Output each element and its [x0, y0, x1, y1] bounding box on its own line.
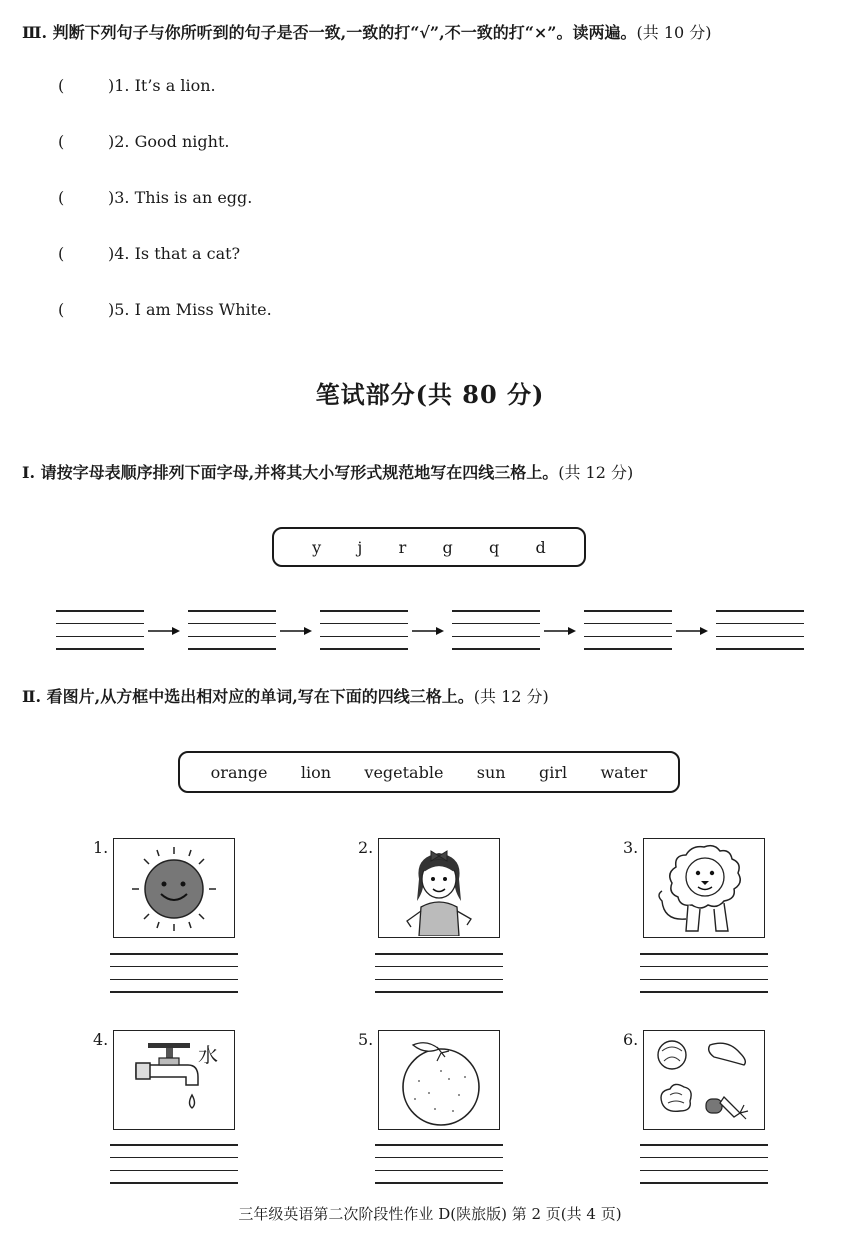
writing-grid[interactable]: [375, 953, 503, 991]
arrow-right-icon: [544, 626, 576, 636]
arrow-right-icon: [280, 626, 312, 636]
picture-number: 6.: [623, 1030, 639, 1049]
heading-text: Ⅱ. 看图片,从方框中选出相对应的单词,写在下面的四线三格上。: [22, 687, 474, 706]
judge-item: [58, 132, 229, 151]
picture-number: 5.: [358, 1030, 374, 1049]
word: sun: [476, 762, 506, 782]
writing-grid[interactable]: [452, 610, 540, 648]
water-picture: [113, 1030, 235, 1130]
writing-grid[interactable]: [716, 610, 804, 648]
letter: r: [398, 537, 407, 557]
answer-blank[interactable]: (: [58, 188, 65, 207]
orange-icon: [379, 1031, 498, 1128]
letter: q: [489, 537, 500, 557]
answer-blank[interactable]: (: [58, 76, 65, 95]
writing-grid[interactable]: [375, 1144, 503, 1182]
heading-score: (共 12 分): [473, 687, 549, 706]
letters-box: [272, 527, 586, 567]
lion-icon: [644, 839, 763, 936]
arrow-right-icon: [676, 626, 708, 636]
water-character: 水: [198, 1043, 218, 1067]
picture-number: 2.: [358, 838, 374, 857]
girl-icon: [379, 839, 498, 936]
judge-item: [58, 76, 216, 95]
writing-grid[interactable]: [640, 1144, 768, 1182]
page-footer: 三年级英语第二次阶段性作业 D(陕旅版) 第 2 页(共 4 页): [238, 1205, 622, 1223]
letter: d: [535, 537, 546, 557]
word: girl: [538, 762, 568, 782]
listening-section-heading: [22, 20, 712, 43]
judge-item: [58, 188, 252, 207]
picture-number: 1.: [93, 838, 109, 857]
picture-number: 4.: [93, 1030, 109, 1049]
word-bank-box: [178, 751, 680, 793]
letter: g: [442, 537, 453, 557]
writing-grid[interactable]: [640, 953, 768, 991]
word: lion: [300, 762, 332, 782]
word: orange: [210, 762, 268, 782]
heading-text: Ⅰ. 请按字母表顺序排列下面字母,并将其大小写形式规范地写在四线三格上。: [22, 463, 559, 482]
vegetables-icon: [644, 1031, 763, 1128]
heading-text: Ⅲ. 判断下列句子与你所听到的句子是否一致,一致的打“√”,不一致的打“×”。读两遍。: [22, 23, 637, 42]
item-text: )1. It’s a lion.: [108, 76, 216, 95]
orange-picture: [378, 1030, 500, 1130]
answer-blank[interactable]: (: [58, 244, 65, 263]
written-section2-heading: [22, 684, 549, 707]
lion-picture: [643, 838, 765, 938]
answer-blank[interactable]: (: [58, 300, 65, 319]
item-text: )2. Good night.: [108, 132, 230, 151]
picture-number: 3.: [623, 838, 639, 857]
arrow-right-icon: [148, 626, 180, 636]
sun-icon: [114, 839, 233, 936]
arrow-right-icon: [412, 626, 444, 636]
judge-item: [58, 244, 240, 263]
writing-grid[interactable]: [320, 610, 408, 648]
word: vegetable: [364, 762, 444, 782]
answer-blank[interactable]: (: [58, 132, 65, 151]
item-text: )4. Is that a cat?: [108, 244, 241, 263]
writing-grid[interactable]: [188, 610, 276, 648]
heading-score: (共 12 分): [558, 463, 634, 482]
vegetable-picture: [643, 1030, 765, 1130]
writing-grid[interactable]: [110, 953, 238, 991]
heading-score: (共 10 分): [636, 23, 712, 42]
judge-item: [58, 300, 272, 319]
item-text: )5. I am Miss White.: [108, 300, 272, 319]
writing-grid[interactable]: [110, 1144, 238, 1182]
written-part-title: 笔试部分(共 80 分): [315, 380, 545, 409]
written-section1-heading: [22, 460, 633, 483]
writing-grid[interactable]: [584, 610, 672, 648]
girl-picture: [378, 838, 500, 938]
letter: j: [357, 537, 363, 557]
letter: y: [312, 537, 322, 557]
item-text: )3. This is an egg.: [108, 188, 253, 207]
writing-grid[interactable]: [56, 610, 144, 648]
word: water: [600, 762, 648, 782]
sun-picture: [113, 838, 235, 938]
